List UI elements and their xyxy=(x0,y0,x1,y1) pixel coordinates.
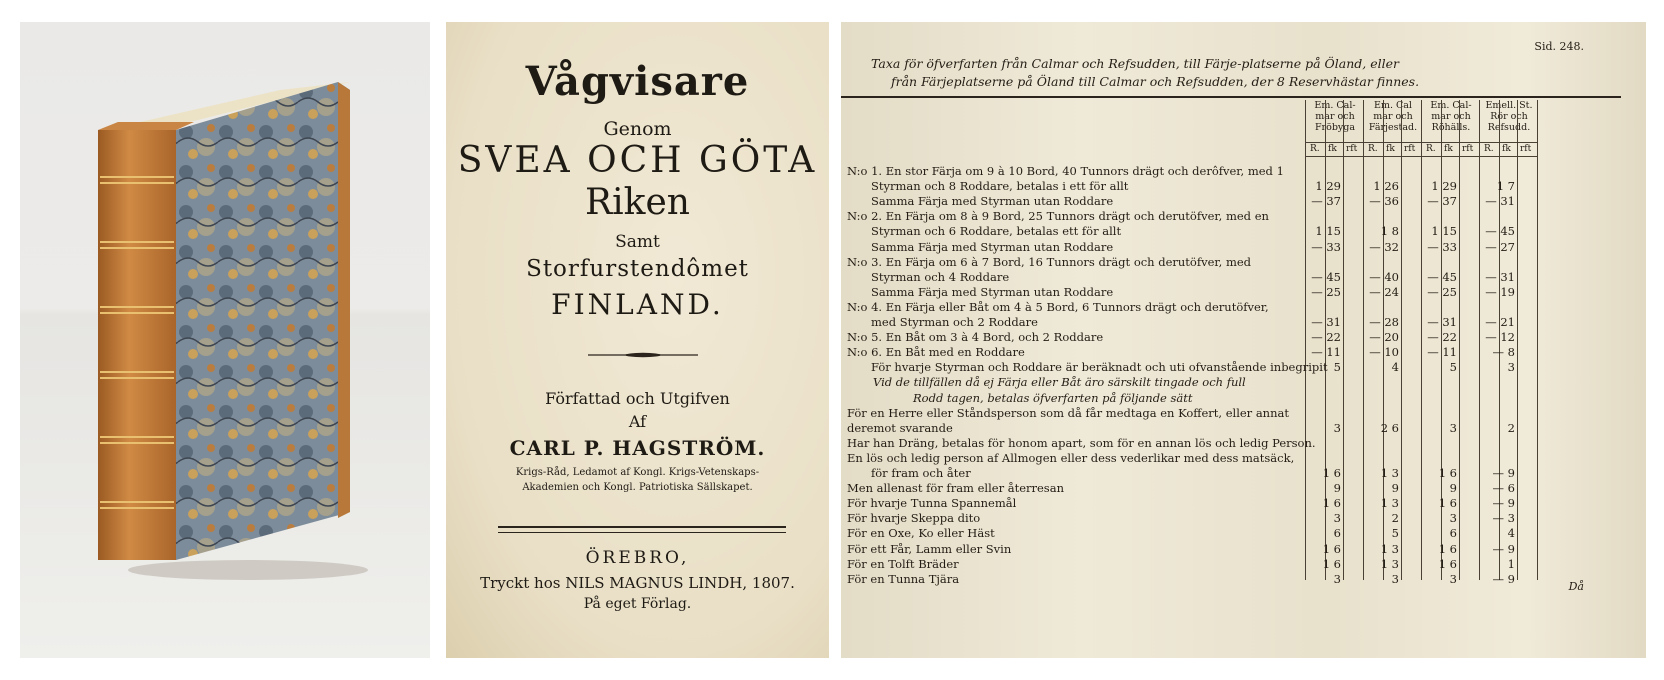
tariff-cell: — 22 xyxy=(1311,330,1341,345)
row-label: Samma Färja med Styrman utan Roddare xyxy=(871,194,1114,209)
column-header-line: Em. Cal xyxy=(1374,100,1412,111)
tariff-cell: 2 xyxy=(1391,511,1399,526)
author-roles-1: Krigs-Råd, Ledamot af Kongl. Krigs-Vetenskaps- xyxy=(515,467,760,478)
column-rule xyxy=(1401,100,1402,580)
tariff-cell: 3 xyxy=(1449,511,1457,526)
tariff-cell: — 3 xyxy=(1492,511,1515,526)
tariff-cell: 1 6 xyxy=(1438,466,1457,480)
tariff-cell: — 31 xyxy=(1485,194,1515,209)
tariff-cell: — 24 xyxy=(1369,284,1399,299)
catchword: Då xyxy=(1568,580,1584,593)
column-header-line: mar och xyxy=(1315,111,1355,122)
tariff-cell: 1 15 xyxy=(1431,224,1457,239)
row-label: Samma Färja med Styrman utan Roddare xyxy=(871,239,1114,254)
tariff-cell: 5 xyxy=(1391,526,1399,541)
tariff-cell: — 9 xyxy=(1492,571,1515,586)
tariff-cell: — 31 xyxy=(1311,315,1341,329)
tariff-cell: 9 xyxy=(1391,481,1399,496)
row-label: N:o 4. En Färja eller Båt om 4 à 5 Bord, 6 Tunnors drägt och derutöfver, xyxy=(847,299,1269,314)
tariff-cell: — 11 xyxy=(1427,345,1457,360)
column-rule xyxy=(1537,100,1538,580)
row-label: Vid de tillfällen då ej Färja eller Båt äro särskilt tingade och full xyxy=(873,375,1246,390)
tariff-cell: 1 7 xyxy=(1496,179,1515,194)
tariff-page xyxy=(841,22,1646,658)
row-label: Rodd tagen, betalas öfverfarten på följande sätt xyxy=(913,390,1193,405)
unit-header: rft xyxy=(1462,144,1474,154)
tariff-cell: — 12 xyxy=(1485,330,1515,345)
page-number: Sid. 248. xyxy=(1534,40,1584,53)
row-label: med Styrman och 2 Roddare xyxy=(871,315,1038,329)
tariff-cell: — 11 xyxy=(1311,345,1341,360)
authored-line: Författad och Utgifven xyxy=(545,389,730,408)
column-header xyxy=(1307,100,1363,133)
tariff-cell: — 25 xyxy=(1427,284,1457,299)
tariff-cell: — 45 xyxy=(1311,269,1341,284)
author-roles-2: Akademien och Kongl. Patriotiska Sällskapet. xyxy=(522,482,753,493)
tariff-cell: 1 xyxy=(1507,556,1515,571)
author-name: CARL P. HAGSTRÖM. xyxy=(509,436,766,460)
tariff-cell: 4 xyxy=(1507,526,1515,541)
book-illustration xyxy=(98,82,388,582)
tariff-cell: 6 xyxy=(1333,526,1341,541)
unit-header: R. xyxy=(1426,144,1436,154)
row-label: För en Tunna Tjära xyxy=(847,571,960,586)
row-label: En lös och ledig person af Allmogen eller dess vederlikar med dess matsäck, xyxy=(847,450,1295,465)
tariff-cell: 1 3 xyxy=(1380,556,1399,571)
tariff-cell: — 37 xyxy=(1311,194,1341,209)
tariff-cell: — 21 xyxy=(1485,315,1515,329)
unit-header: fk xyxy=(1386,144,1395,154)
tariff-cell: — 33 xyxy=(1427,239,1457,254)
title-riken: Riken xyxy=(585,182,690,223)
column-header-line: Emell. St. xyxy=(1485,100,1533,111)
tariff-cell: — 20 xyxy=(1369,330,1399,345)
column-header-line: Refsudd. xyxy=(1487,122,1531,133)
unit-header: fk xyxy=(1502,144,1511,154)
tariff-cell: — 22 xyxy=(1427,330,1457,345)
unit-header: R. xyxy=(1484,144,1494,154)
tariff-cell: — 6 xyxy=(1492,481,1515,496)
column-rule xyxy=(1459,100,1460,580)
tariff-cell: 5 xyxy=(1333,360,1341,375)
column-header-line: Fröbyga xyxy=(1314,122,1356,133)
row-label: N:o 5. En Båt om 3 à 4 Bord, och 2 Roddare xyxy=(847,330,1104,345)
column-header-line: Rör och xyxy=(1490,111,1528,122)
unit-header: rft xyxy=(1520,144,1532,154)
row-label: För hvarje Styrman och Roddare är beräknadt och uti ofvanstående inbegripit xyxy=(871,360,1328,375)
title-genom: Genom xyxy=(603,118,672,140)
tariff-cell: — 27 xyxy=(1485,239,1515,254)
tariff-cell: 1 29 xyxy=(1315,179,1341,194)
tariff-cell: — 33 xyxy=(1311,239,1341,254)
column-header xyxy=(1423,100,1479,133)
column-rule xyxy=(1517,100,1518,580)
row-label: Styrman och 8 Roddare, betalas i ett för allt xyxy=(871,179,1129,194)
tariff-cell: — 9 xyxy=(1492,496,1515,511)
tariff-cell: — 31 xyxy=(1427,315,1457,329)
ornament-rule xyxy=(588,352,698,358)
tariff-cell: — 36 xyxy=(1369,194,1399,209)
row-label: N:o 2. En Färja om 8 à 9 Bord, 25 Tunnors drägt och derutöfver, med en xyxy=(847,209,1269,224)
unit-header: rft xyxy=(1346,144,1358,154)
table-heading-1: Taxa för öfverfarten från Calmar och Refsudden, till Färje-platserne på Öland, eller xyxy=(871,56,1399,71)
row-label: För en Herre eller Ståndsperson som då får medtaga en Koffert, eller annat xyxy=(847,405,1289,420)
title-page xyxy=(446,22,829,658)
tariff-cell: — 31 xyxy=(1485,269,1515,284)
table-heading-2: från Färjeplatserne på Öland till Calmar och Refsudden, der 8 Reservhästar finnes. xyxy=(891,74,1420,89)
imprint-printer: Tryckt hos NILS MAGNUS LINDH, 1807. xyxy=(480,574,795,592)
column-header xyxy=(1481,100,1537,133)
column-rule xyxy=(1363,100,1364,580)
tariff-cell: — 28 xyxy=(1369,315,1399,329)
tariff-cell: 1 26 xyxy=(1373,179,1399,194)
row-label: För en Tolft Bräder xyxy=(847,556,959,571)
tariff-cell: 1 6 xyxy=(1438,541,1457,556)
book-title: Vågvisare xyxy=(525,58,750,105)
column-header-line: mar och xyxy=(1373,111,1413,122)
unit-header: R. xyxy=(1368,144,1378,154)
tariff-cell: 9 xyxy=(1449,481,1457,496)
imprint-place: ÖREBRO, xyxy=(585,548,690,568)
tariff-cell: — 25 xyxy=(1311,284,1341,299)
tariff-cell: 6 xyxy=(1449,526,1457,541)
tariff-cell: 1 15 xyxy=(1315,224,1341,239)
tariff-cell: 2 6 xyxy=(1380,420,1399,435)
column-rule xyxy=(1479,100,1480,580)
unit-rule xyxy=(1305,142,1537,143)
tariff-cell: 3 xyxy=(1333,420,1341,435)
row-label: Styrman och 4 Roddare xyxy=(871,269,1010,284)
row-label: N:o 6. En Båt med en Roddare xyxy=(847,345,1025,360)
row-label: För hvarje Tunna Spannemål xyxy=(847,496,1017,511)
tariff-cell: 1 3 xyxy=(1380,466,1399,480)
unit-header: fk xyxy=(1328,144,1337,154)
unit-header: R. xyxy=(1310,144,1320,154)
tariff-cell: 1 8 xyxy=(1380,224,1399,239)
double-rule xyxy=(498,526,786,533)
column-header-line: mar och xyxy=(1431,111,1471,122)
column-header-line: Färjestad. xyxy=(1368,122,1418,133)
tariff-cell: 1 29 xyxy=(1431,179,1457,194)
column-header-line: Em. Cal- xyxy=(1314,100,1356,111)
column-header-line: Em. Cal- xyxy=(1430,100,1472,111)
tariff-cell: 2 xyxy=(1507,420,1515,435)
title-finland: FINLAND. xyxy=(551,288,724,321)
column-header xyxy=(1365,100,1421,133)
row-label: Samma Färja med Styrman utan Roddare xyxy=(871,284,1114,299)
tariff-cell: — 45 xyxy=(1485,224,1515,239)
tariff-cell: — 19 xyxy=(1485,284,1515,299)
row-label: För en Oxe, Ko eller Häst xyxy=(847,526,995,541)
unit-header: fk xyxy=(1444,144,1453,154)
tariff-cell: 1 6 xyxy=(1322,496,1341,511)
tariff-cell: — 40 xyxy=(1369,269,1399,284)
imprint-publisher: På eget Förlag. xyxy=(583,596,692,612)
tariff-cell: — 8 xyxy=(1492,345,1515,360)
tariff-cell: — 10 xyxy=(1369,345,1399,360)
column-rule xyxy=(1421,100,1422,580)
tariff-cell: 9 xyxy=(1333,481,1341,496)
tariff-cell: 1 6 xyxy=(1438,496,1457,511)
tariff-cell: — 37 xyxy=(1427,194,1457,209)
title-svea-gota: SVEA OCH GÖTA xyxy=(457,140,818,181)
tariff-cell: — 32 xyxy=(1369,239,1399,254)
column-header-line: Röhälls. xyxy=(1431,122,1471,133)
row-label: För hvarje Skeppa dito xyxy=(847,511,981,526)
tariff-cell: 3 xyxy=(1507,360,1515,375)
tariff-cell: 1 3 xyxy=(1380,496,1399,511)
unit-header: rft xyxy=(1404,144,1416,154)
tariff-cell: — 9 xyxy=(1492,541,1515,556)
tariff-cell: — 9 xyxy=(1492,466,1515,480)
column-rule xyxy=(1305,100,1306,580)
tariff-cell: 5 xyxy=(1449,360,1457,375)
tariff-cell: 1 3 xyxy=(1380,541,1399,556)
row-label: Styrman och 6 Roddare, betalas ett för allt xyxy=(871,224,1122,239)
unit-rule xyxy=(1305,156,1537,157)
book-photo xyxy=(20,22,430,658)
tariff-cell: 1 6 xyxy=(1322,556,1341,571)
tariff-cell: 3 xyxy=(1333,571,1341,586)
row-label: N:o 1. En stor Färja om 9 à 10 Bord, 40 Tunnors drägt och derôfver, med 1 xyxy=(847,164,1284,178)
tariff-cell: 1 6 xyxy=(1438,556,1457,571)
tariff-cell: 1 6 xyxy=(1322,466,1341,480)
tariff-cell: — 45 xyxy=(1427,269,1457,284)
row-label: deremot svarande xyxy=(847,420,953,435)
tariff-cell: 3 xyxy=(1449,571,1457,586)
title-samt: Samt xyxy=(615,232,660,252)
title-storfurstendomet: Storfurstendômet xyxy=(526,256,749,282)
row-label: Men allenast för fram eller återresan xyxy=(847,481,1064,496)
row-label: N:o 3. En Färja om 6 à 7 Bord, 16 Tunnors drägt och derutöfver, med xyxy=(847,254,1252,269)
tariff-cell: 4 xyxy=(1391,360,1399,375)
tariff-cell: 3 xyxy=(1449,420,1457,435)
row-label: Har han Dräng, betalas för honom apart, som för en annan lös och ledig Person. xyxy=(847,435,1316,450)
column-rule xyxy=(1343,100,1344,580)
row-label: För ett Får, Lamm eller Svin xyxy=(847,541,1012,556)
tariff-cell: 3 xyxy=(1391,571,1399,586)
row-label: för fram och åter xyxy=(871,466,971,480)
tariff-cell: 1 6 xyxy=(1322,541,1341,556)
tariff-cell: 3 xyxy=(1333,511,1341,526)
af-line: Af xyxy=(628,412,647,431)
